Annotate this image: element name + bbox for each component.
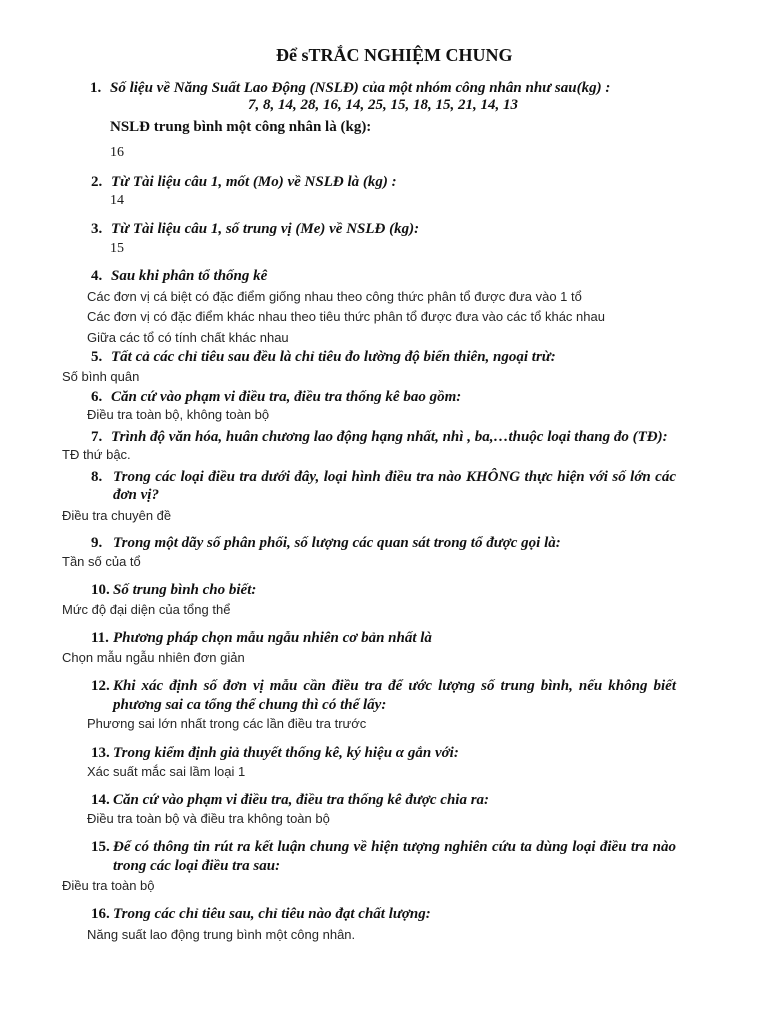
question-text-continued: phương sai ca tổng thể chung thì có thể lấy: [113, 697, 387, 713]
question-text: Trong các chỉ tiêu sau, chỉ tiêu nào đạt chất lượng: [113, 906, 431, 922]
answer-text: 16 [110, 145, 124, 160]
question-text: Căn cứ vào phạm vi điều tra, điều tra thống kê được chia ra: [113, 792, 490, 808]
answer-text: Điều tra toàn bộ [62, 878, 155, 893]
question-number: 8. [91, 469, 103, 485]
question-text: Tất cả các chỉ tiêu sau đều là chỉ tiêu đo lường độ biến thiên, ngoại trừ: [111, 349, 556, 365]
answer-text: Mức độ đại diện của tổng thể [62, 602, 231, 617]
question-text: Để có thông tin rút ra kết luận chung về hiện tượng nghiên cứu ta dùng loại điều tra nào [113, 839, 676, 855]
question-number: 7. [91, 429, 103, 445]
question-text: Số liệu về Năng Suất Lao Động (NSLĐ) của một nhóm công nhân như sau(kg) : [110, 80, 611, 96]
document-title: Để sTRẮC NGHIỆM CHUNG [276, 45, 513, 65]
question-number: 6. [91, 389, 103, 405]
question-number: 13. [91, 745, 110, 761]
answer-text: 14 [110, 193, 124, 208]
answer-text: Điều tra chuyên đề [62, 508, 172, 523]
question-text: Sau khi phân tổ thống kê [111, 268, 268, 284]
answer-text: Số bình quân [62, 369, 140, 384]
question-number: 14. [91, 792, 110, 808]
question-text: Từ Tài liệu câu 1, số trung vị (Me) về NSLĐ (kg): [111, 221, 420, 237]
question-number: 16. [91, 906, 110, 922]
question-text: Căn cứ vào phạm vi điều tra, điều tra thống kê bao gồm: [111, 389, 462, 405]
question-text: Trong các loại điều tra dưới đây, loại hình điều tra nào KHÔNG thực hiện với số lớn các [113, 469, 676, 485]
question-number: 9. [91, 535, 103, 551]
question-text-continued: trong các loại điều tra sau: [113, 858, 281, 874]
answer-text: Năng suất lao động trung bình một công nhân. [87, 927, 356, 942]
question-number: 4. [91, 268, 103, 284]
answer-text: Các đơn vị có đặc điểm khác nhau theo tiêu thức phân tổ được đưa vào các tổ khác nhau [87, 309, 605, 324]
answer-text: Chọn mẫu ngẫu nhiên đơn giản [62, 650, 245, 665]
question-number: 10. [91, 582, 110, 598]
answer-text: Giữa các tổ có tính chất khác nhau [87, 330, 289, 345]
question-number: 1. [90, 80, 102, 96]
question-text: Số trung bình cho biết: [113, 582, 257, 598]
question-text: Trong một dãy số phân phối, số lượng các quan sát trong tổ được gọi là: [113, 535, 561, 551]
question-number: 5. [91, 349, 103, 365]
question-text-continued: đơn vị? [113, 487, 159, 503]
question-number: 2. [91, 174, 103, 190]
question-number: 11. [91, 630, 109, 646]
answer-text: Phương sai lớn nhất trong các lần điều tra trước [87, 716, 367, 731]
question-text: Từ Tài liệu câu 1, mốt (Mo) về NSLĐ là (kg) : [111, 174, 397, 190]
answer-text: Xác suất mắc sai lầm loại 1 [87, 764, 246, 779]
question-data-series: 7, 8, 14, 28, 16, 14, 25, 15, 18, 15, 21, 14, 13 [248, 97, 518, 113]
answer-text: Các đơn vị cá biệt có đặc điểm giống nhau theo công thức phân tổ được đưa vào 1 tổ [87, 289, 582, 304]
answer-text: Điều tra toàn bộ và điều tra không toàn bộ [87, 811, 330, 826]
question-text: Trong kiểm định giả thuyết thống kê, ký hiệu α gắn với: [113, 745, 459, 761]
answer-text: 15 [110, 241, 124, 256]
answer-text: Tần số của tổ [62, 554, 141, 569]
question-number: 3. [91, 221, 103, 237]
question-number: 15. [91, 839, 110, 855]
question-text: Trình độ văn hóa, huân chương lao động hạng nhất, nhì , ba,…thuộc loại thang đo (TĐ): [111, 429, 668, 445]
question-number: 12. [91, 678, 110, 694]
question-text: Phương pháp chọn mẫu ngẫu nhiên cơ bản nhất là [113, 630, 432, 646]
answer-text: Điều tra toàn bộ, không toàn bộ [87, 407, 270, 422]
question-text: Khi xác định số đơn vị mẫu cần điều tra để ước lượng số trung bình, nếu không biết [113, 678, 676, 694]
answer-text: TĐ thứ bậc. [62, 447, 131, 462]
question-prompt: NSLĐ trung bình một công nhân là (kg): [110, 119, 372, 135]
